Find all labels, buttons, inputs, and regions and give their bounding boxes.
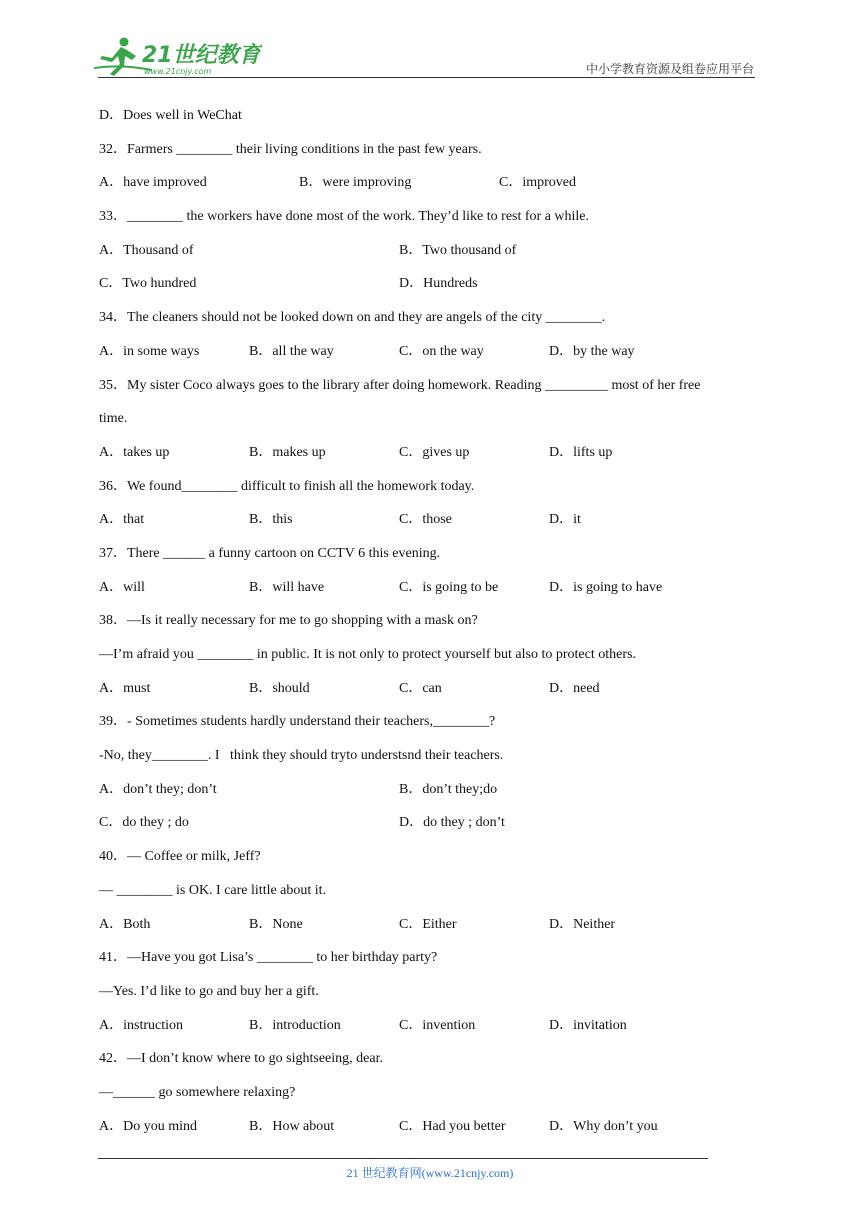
question-text: 34．The cleaners should not be looked down on and they are angels of the city ________. [99, 310, 606, 326]
answer-option: A．takes up [99, 444, 170, 460]
option-row [99, 908, 759, 942]
answer-option: D．Neither [549, 916, 616, 932]
answer-option: C．Had you better [399, 1118, 506, 1134]
option-row [99, 806, 759, 840]
footer-divider [98, 1158, 708, 1159]
answer-option: A．Thousand of [99, 242, 194, 258]
answer-option: C．is going to be [399, 579, 499, 595]
answer-option: A．must [99, 680, 151, 696]
answer-option: B．makes up [249, 444, 326, 460]
answer-option: C．on the way [399, 343, 484, 359]
answer-option: A．will [99, 579, 145, 595]
answer-option: D．is going to have [549, 579, 663, 595]
question-text: 39．- Sometimes students hardly understand their teachers,________? [99, 714, 496, 730]
question-text: 32．Farmers ________ their living conditions in the past few years. [99, 141, 482, 157]
answer-option: B．None [249, 916, 303, 932]
logo [92, 34, 262, 78]
answer-option: D．Hundreds [399, 276, 478, 292]
answer-option: D．it [549, 512, 581, 528]
question-list [99, 99, 759, 1143]
option-row [99, 267, 759, 301]
answer-option: B．How about [249, 1118, 335, 1134]
option-row [99, 166, 759, 200]
question-text: 42．—I don’t know where to go sightseeing, dear. [99, 1051, 383, 1067]
option-row [99, 503, 759, 537]
answer-option: B．should [249, 680, 310, 696]
question-text: 35．My sister Coco always goes to the library after doing homework. Reading _________ most of her free [99, 377, 701, 393]
logo-url: www.21cnjy.com [144, 67, 212, 76]
answer-option: D．do they ; don’t [399, 815, 505, 831]
question-text: time. [99, 411, 128, 427]
answer-option: C．those [399, 512, 452, 528]
question-text: -No, they________. I think they should tryto understsnd their teachers. [99, 748, 504, 764]
answer-option: B．will have [249, 579, 325, 595]
footer-link[interactable]: 21 世纪教育网(www.21cnjy.com) [346, 1166, 514, 1180]
question-text: 38．—Is it really necessary for me to go shopping with a mask on? [99, 613, 478, 629]
answer-option: B．this [249, 512, 293, 528]
answer-option: D．lifts up [549, 444, 613, 460]
answer-option: C．Two hundred [99, 276, 197, 292]
answer-option: A．that [99, 512, 145, 528]
logo-text: 21世纪教育 [142, 43, 261, 68]
answer-option: A．in some ways [99, 343, 200, 359]
answer-option: D．need [549, 680, 600, 696]
answer-option: C．do they ; do [99, 815, 189, 831]
answer-option: D．invitation [549, 1017, 627, 1033]
answer-option: B．all the way [249, 343, 334, 359]
page-header [0, 0, 860, 80]
answer-option: A．Both [99, 916, 151, 932]
question-text: 33．________ the workers have done most of the work. They’d like to rest for a while. [99, 209, 590, 225]
answer-option: C．can [399, 680, 442, 696]
answer-option: B．introduction [249, 1017, 341, 1033]
option-row [99, 672, 759, 706]
answer-option: C．invention [399, 1017, 476, 1033]
answer-option: B．don’t they;do [399, 781, 498, 797]
answer-option: C．gives up [399, 444, 470, 460]
question-text: 41．—Have you got Lisa’s ________ to her birthday party? [99, 950, 438, 966]
question-text: —Yes. I’d like to go and buy her a gift. [99, 983, 319, 999]
answer-option: D．by the way [549, 343, 635, 359]
header-title: 中小学教育资源及组卷应用平台 [585, 62, 754, 76]
option-row [99, 234, 759, 268]
option-row [99, 1009, 759, 1043]
header-divider [98, 77, 755, 78]
option-row [99, 571, 759, 605]
question-text: 37．There ______ a funny cartoon on CCTV 6 this evening. [99, 545, 441, 561]
answer-option: C．improved [499, 175, 576, 191]
answer-option: A．don’t they; don’t [99, 781, 217, 797]
question-text: — ________ is OK. I care little about it. [99, 882, 327, 898]
answer-option: B．Two thousand of [399, 242, 517, 258]
answer-option: A．instruction [99, 1017, 183, 1033]
question-text: 40．— Coffee or milk, Jeff? [99, 849, 261, 865]
question-text: —I’m afraid you ________ in public. It is not only to protect yourself but also to protect others. [99, 647, 636, 662]
answer-option: A．Do you mind [99, 1118, 197, 1134]
answer-option: C．Either [399, 916, 457, 932]
option-row [99, 1110, 759, 1144]
answer-option: B．were improving [299, 175, 412, 191]
option-row [99, 436, 759, 470]
question-text: 36．We found________ difficult to finish all the homework today. [99, 478, 475, 494]
option-row [99, 335, 759, 369]
option-row [99, 773, 759, 807]
question-text: —______ go somewhere relaxing? [99, 1084, 296, 1100]
question-text: D．Does well in WeChat [99, 108, 242, 123]
answer-option: A．have improved [99, 175, 207, 191]
answer-option: D．Why don’t you [549, 1118, 658, 1134]
